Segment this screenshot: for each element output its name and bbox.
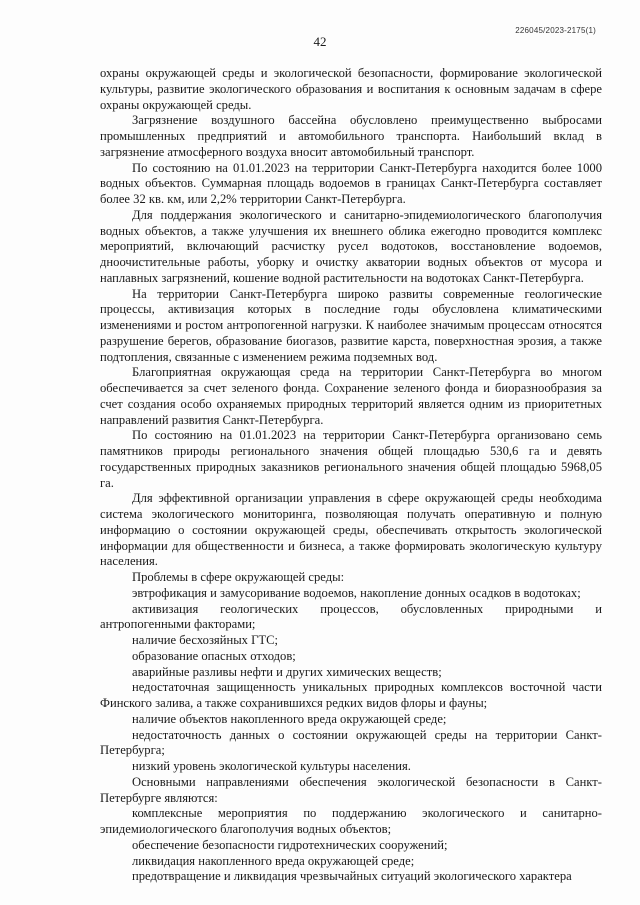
list-item: недостаточность данных о состоянии окружающей среды на территории Санкт-Петербурга; [100, 727, 602, 758]
list-item: активизация геологических процессов, обусловленных природными и антропогенными факторами; [100, 601, 602, 632]
list-item: предотвращение и ликвидация чрезвычайных ситуаций экологического характера [132, 869, 572, 884]
paragraph: Загрязнение воздушного бассейна обусловлено преимущественно выбросами промышленных предприятий и автомобильного транспорта. Наибольший вклад в загрязнение атмосферного воздуха вносит автомобильный транспорт. [100, 113, 602, 159]
paragraph: охраны окружающей среды и экологической безопасности, формирование экологической культуры, развитие экологического образования и воспитания к основным задачам в сфере охраны окружающей среды. [100, 66, 602, 112]
list-item: комплексные мероприятия по поддержанию экологического и санитарно-эпидемиологического благополучия водных объектов; [100, 806, 602, 836]
document-number: 226045/2023-2175(1) [515, 26, 596, 35]
paragraph: Для эффективной организации управления в сфере окружающей среды необходима система экологического мониторинга, позволяющая получать оперативную и полную информацию о состоянии окружающей среды, обеспечивать открытость экологической информации для общественности и бизнеса, а также формировать экологическую культуру населения. [100, 491, 602, 569]
page-number: 42 [313, 34, 327, 49]
paragraph: По состоянию на 01.01.2023 на территории Санкт-Петербурга находится более 1000 водных объектов. Суммарная площадь водоемов в границах Санкт-Петербурга составляет более 32 кв. км, или 2,2% территории Санкт-Петербурга. [100, 160, 602, 206]
list-item: ликвидация накопленного вреда окружающей среде; [132, 853, 415, 868]
body-text [100, 66, 602, 885]
list-item: обеспечение безопасности гидротехнических сооружений; [132, 837, 448, 852]
paragraph: Благоприятная окружающая среда на территории Санкт-Петербурга во многом обеспечивается за счет зеленого фонда. Сохранение зеленого фонда и биоразнообразия за счет создания особо охраняемых природных территорий является одним из приоритетных направлений развития Санкт-Петербурга. [100, 365, 602, 427]
list-item: эвтрофикация и замусоривание водоемов, накопление донных осадков в водотоках; [132, 585, 581, 600]
list-item: низкий уровень экологической культуры населения. [132, 759, 411, 773]
list-item: образование опасных отходов; [132, 648, 296, 663]
list-item: наличие бесхозяйных ГТС; [132, 633, 278, 647]
paragraph: Для поддержания экологического и санитарно-эпидемиологического благополучия водных объектов, а также улучшения их внешнего облика ежегодно проводится комплекс мероприятий, включающий расчистку русел водотоков, восстановление водоемов, дноочистительные работы, уборку и очистку акватории водных объектов от мусора и наплавных загрязнений, кошение водной растительности на водотоках Санкт-Петербурга. [100, 207, 602, 285]
list-item: недостаточная защищенность уникальных природных комплексов восточной части Финского залива, а также сохранившихся редких видов флоры и фауны; [100, 680, 602, 710]
list-item: наличие объектов накопленного вреда окружающей среде; [132, 711, 447, 726]
list-heading: Основными направлениями обеспечения экологической безопасности в Санкт-Петербурге являются: [100, 774, 602, 805]
list-heading: Проблемы в сфере окружающей среды: [132, 570, 345, 584]
list-item: аварийные разливы нефти и других химических веществ; [132, 664, 442, 679]
paragraph: На территории Санкт-Петербурга широко развиты современные геологические процессы, активизация которых в последние годы обусловлена климатическими изменениями и ростом антропогенной нагрузки. К наиболее значимым процессам относятся разрушение берегов, образование биогазов, развитие карста, поверхностная эрозия, а также подтопления, связанные с изменением режима подземных вод. [100, 286, 602, 364]
paragraph: По состоянию на 01.01.2023 на территории Санкт-Петербурга организовано семь памятников природы регионального значения общей площадью 530,6 га и девять государственных природных заказников регионального значения общей площадью 5968,05 га. [100, 428, 602, 490]
